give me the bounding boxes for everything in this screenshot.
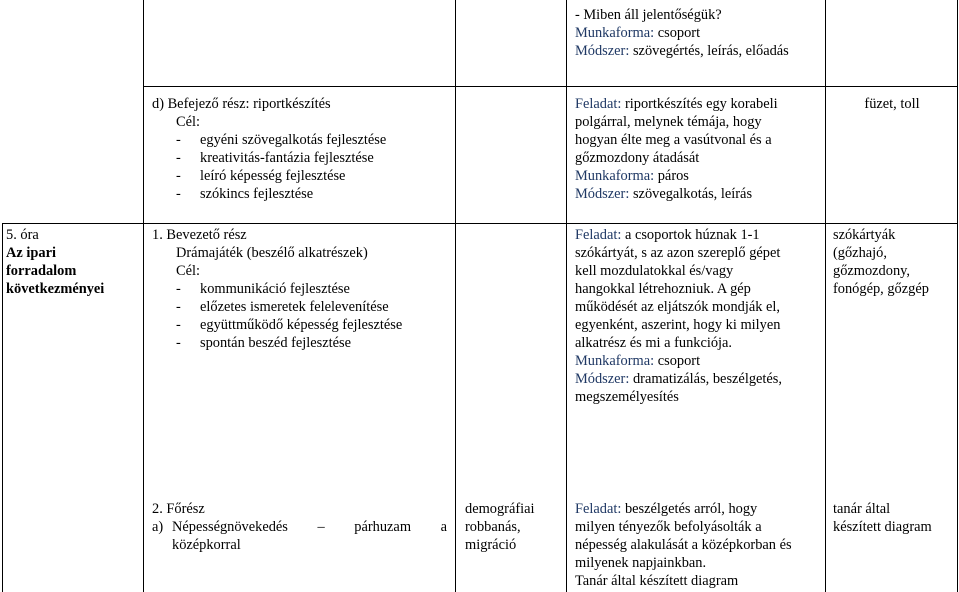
closing-tools-cell bbox=[833, 95, 951, 113]
main-tools-cell bbox=[833, 500, 932, 536]
tools-text: füzet, toll bbox=[864, 96, 920, 112]
lesson-number: 5. óra bbox=[6, 227, 39, 243]
work-form-value: csoport bbox=[654, 25, 701, 41]
goal-item: - spontán beszéd fejlesztése bbox=[176, 335, 352, 351]
method-value: szövegértés, leírás, előadás bbox=[629, 43, 789, 59]
closing-part-cell bbox=[152, 95, 386, 203]
lesson-title: Az ipari bbox=[6, 245, 56, 261]
task-line: kell mozdulatokkal és/vagy bbox=[575, 263, 734, 279]
task-line: milyen tényezők befolyásolták a bbox=[575, 519, 762, 535]
task-label: Feladat: bbox=[575, 96, 622, 112]
task-line: működését az eljátszók mondják el, bbox=[575, 299, 781, 315]
main-part-cell bbox=[152, 500, 447, 554]
table-border-col3 bbox=[566, 0, 567, 592]
task-line: Tanár által készített diagram bbox=[575, 573, 739, 589]
goal-item: - együttműködő képesség fejlesztése bbox=[176, 317, 403, 333]
subsection-line: középkorral bbox=[172, 537, 241, 553]
method-line: Módszer: szövegalkotás, leírás bbox=[575, 186, 753, 202]
task-label: Feladat: bbox=[575, 501, 622, 517]
goal-item: - szókincs fejlesztése bbox=[176, 186, 314, 202]
lesson-title: forradalom bbox=[6, 263, 77, 279]
goal-item: - kommunikáció fejlesztése bbox=[176, 281, 350, 297]
lesson-cell bbox=[6, 226, 104, 298]
table-border-col2 bbox=[455, 0, 456, 592]
concepts-cell bbox=[465, 500, 535, 554]
task-label: Feladat: bbox=[575, 227, 622, 243]
task-line: alkatrész és mi a funkciója. bbox=[575, 335, 733, 351]
task-line: Feladat: a csoportok húznak 1-1 bbox=[575, 227, 760, 243]
table-border-col1 bbox=[143, 0, 144, 592]
task-line: gőzmozdony átadását bbox=[575, 150, 700, 166]
task-line: hogyan élte meg a vasútvonal és a bbox=[575, 132, 772, 148]
section-heading: d) Befejező rész: riportkészítés bbox=[152, 96, 331, 112]
closing-task-cell bbox=[575, 95, 778, 203]
task-line: milyenek napjainkban. bbox=[575, 555, 707, 571]
work-form-line bbox=[575, 24, 789, 42]
section-heading: 2. Főrész bbox=[152, 501, 205, 517]
work-form-line: Munkaforma: páros bbox=[575, 168, 689, 184]
goal-item: - leíró képesség fejlesztése bbox=[176, 168, 346, 184]
row-divider-2 bbox=[2, 223, 958, 224]
tools-text: szókártyák bbox=[833, 227, 896, 243]
task-line: szókártyát, s az azon szereplő gépet bbox=[575, 245, 781, 261]
table-border-left bbox=[2, 223, 3, 592]
work-form-line: Munkaforma: csoport bbox=[575, 353, 701, 369]
tools-text: készített diagram bbox=[833, 519, 932, 535]
method-label: Módszer: bbox=[575, 43, 630, 59]
table-border-col4 bbox=[825, 0, 826, 592]
subsection-text: Népességnövekedés – párhuzam a bbox=[172, 519, 447, 535]
intro-tools-cell bbox=[833, 226, 929, 298]
goal-item: - egyéni szövegalkotás fejlesztése bbox=[176, 132, 387, 148]
tools-text: fonógép, gőzgép bbox=[833, 281, 929, 297]
concept-text: migráció bbox=[465, 537, 517, 553]
tools-text: (gőzhajó, bbox=[833, 245, 887, 261]
task-line: hangokkal létrehozniuk. A gép bbox=[575, 281, 751, 297]
subsection-label: a) bbox=[152, 519, 164, 535]
task-line: Feladat: beszélgetés arról, hogy bbox=[575, 501, 758, 517]
text-line: - Miben áll jelentőségük? bbox=[575, 7, 722, 23]
method-line: megszemélyesítés bbox=[575, 389, 679, 405]
concept-text: robbanás, bbox=[465, 519, 521, 535]
goal-item: - kreativitás-fantázia fejlesztése bbox=[176, 150, 374, 166]
tools-text: tanár által bbox=[833, 501, 891, 517]
intro-cell bbox=[152, 226, 402, 352]
concept-text: demográfiai bbox=[465, 501, 535, 517]
task-line: Feladat: riportkészítés egy korabeli bbox=[575, 96, 778, 112]
lesson-title: következményei bbox=[6, 281, 105, 297]
goal-item: - előzetes ismeretek felelevenítése bbox=[176, 299, 389, 315]
row-divider-1 bbox=[143, 86, 958, 87]
task-line: népesség alakulását a középkorban és bbox=[575, 537, 792, 553]
main-task-cell bbox=[575, 500, 792, 590]
method-line bbox=[575, 42, 789, 60]
task-line: egyenként, aszerint, hogy ki milyen bbox=[575, 317, 781, 333]
intro-task-cell bbox=[575, 226, 782, 406]
goal-label: Cél: bbox=[176, 114, 200, 130]
method-line: Módszer: dramatizálás, beszélgetés, bbox=[575, 371, 782, 387]
top-methods-cell bbox=[575, 6, 789, 60]
section-heading: 1. Bevezető rész bbox=[152, 227, 247, 243]
work-form-label: Munkaforma: bbox=[575, 25, 655, 41]
goal-label: Cél: bbox=[176, 263, 200, 279]
table-border-right bbox=[957, 0, 958, 592]
subsection-line bbox=[152, 518, 447, 536]
task-line: polgárral, melynek témája, hogy bbox=[575, 114, 762, 130]
section-subheading: Drámajáték (beszélő alkatrészek) bbox=[176, 245, 368, 261]
tools-text: gőzmozdony, bbox=[833, 263, 910, 279]
